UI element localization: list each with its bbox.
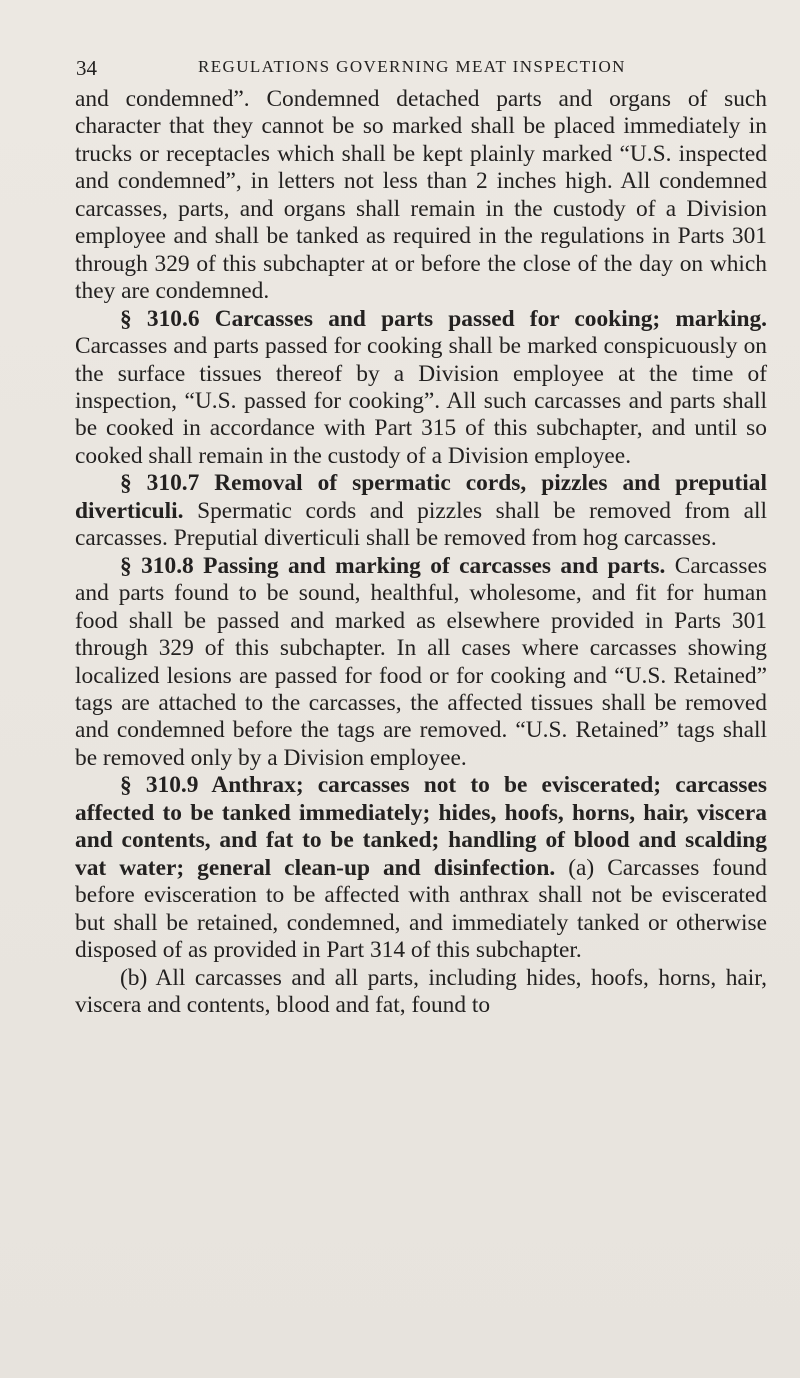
paragraph-text: (b) All carcasses and all parts, including hides, hoofs, horns, hair, viscera and contents, blood and fat, found to xyxy=(75,964,767,1018)
section-heading: § 310.8 Passing and marking of carcasses and parts. xyxy=(120,552,675,579)
paragraph-text: Carcasses and parts passed for cooking shall be marked conspicuously on the surface tissues thereof by a Division employee at the time of inspection, “U.S. passed for cooking”. All such carcasses and parts shall be cooked in accordance with Part 315 of this subchapter, and until so cooked shall remain in the custody of a Division employee. xyxy=(75,333,767,469)
paragraph-text: Spermatic cords and pizzles shall be removed from all carcasses. Preputial diverticuli shall be removed from hog carcasses. xyxy=(75,497,767,552)
section-310-7 xyxy=(75,470,767,552)
section-heading: § 310.7 Removal of spermatic cords, pizzles and preputial diverticuli. xyxy=(75,470,767,524)
section-310-9-b xyxy=(75,965,767,1020)
section-310-9 xyxy=(75,772,767,964)
running-title: REGULATIONS GOVERNING MEAT INSPECTION xyxy=(198,57,626,76)
body-text xyxy=(75,86,767,1019)
paragraph-text: Carcasses and parts found to be sound, healthful, wholesome, and fit for human food shall be passed and marked as elsewhere provided in Parts 301 through 329 of this subchapter. In all cases where carcasses showing localized lesions are passed for food or for cooking and “U.S. Retained” tags are attached to the carcasses, the affected tissues shall be removed and condemned before the tags are removed. “U.S. Retained” tags shall be removed only by a Division employee. xyxy=(75,552,767,771)
running-header xyxy=(76,56,768,80)
paragraph-continuation xyxy=(75,86,767,306)
section-heading: § 310.6 Carcasses and parts passed for cooking; marking. xyxy=(120,305,767,332)
paragraph-text: (a) Carcasses found before evisceration to be affected with anthrax shall not be eviscerated but shall be retained, condemned, and immediately tanked or otherwise disposed of as provided in Part 314 of this subchapter. xyxy=(75,854,767,964)
section-310-8 xyxy=(75,553,767,773)
section-310-6 xyxy=(75,306,767,471)
section-heading: § 310.9 Anthrax; carcasses not to be eviscerated; carcasses affected to be tanked immediately; hides, hoofs, horns, hair, viscera and contents, and fat to be tanked; handling of blood and scalding vat water; general clean-up and disinfection. xyxy=(75,772,767,881)
paragraph-text: and condemned”. Condemned detached parts and organs of such character that they cannot be so marked shall be placed immediately in trucks or receptacles which shall be kept plainly marked “U.S. inspected and condemned”, in letters not less than 2 inches high. All condemned carcasses, parts, and organs shall remain in the custody of a Division employee and shall be tanked as required in the regulations in Parts 301 through 329 of this subchapter at or before the close of the day on which they are condemned. xyxy=(75,86,767,305)
page-number: 34 xyxy=(76,56,97,80)
